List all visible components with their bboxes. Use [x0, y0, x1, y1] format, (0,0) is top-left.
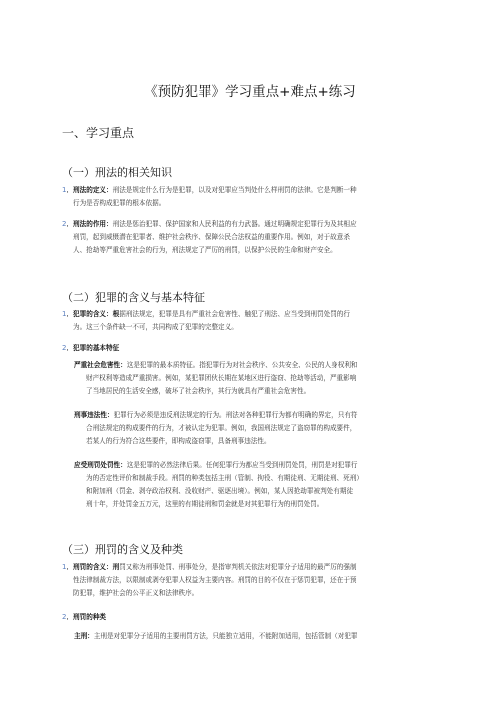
subsection-heading-crime-definition: （二）犯罪的含义与基本特征	[62, 291, 205, 304]
list-item	[62, 611, 462, 624]
subsection-heading-criminal-law: （一）刑法的相关知识	[62, 166, 172, 179]
feature-text: 若某人的行为符合这些要件，即构成盗窃罪，具备刑事违法性。	[86, 437, 271, 445]
feature-text: 财产权利等造成严重损害。例如，某犯罪团伙长期在某地区进行盗窃、抢劫等活动，严重影响	[86, 374, 357, 382]
item-number: 2	[62, 344, 67, 352]
feature-paragraph	[74, 359, 462, 398]
item-label: ．刑法的定义：	[66, 186, 113, 194]
item-text: 防犯罪，维护社会的公平正义和法律秩序。	[73, 589, 199, 597]
feature-label: 应受刑罚处罚性：	[74, 461, 127, 469]
item-text: 性法律制裁方法，以限制或剥夺犯罪人权益为主要内容。刑罚的目的不仅在于惩罚犯罪，还在于预	[73, 576, 357, 584]
item-lead-char: 根	[112, 310, 120, 318]
item-number: 2	[62, 613, 67, 621]
feature-paragraph	[74, 630, 462, 643]
feature-label: 严重社会危害性：	[74, 361, 127, 369]
item-text: 刑法是规定什么行为是犯罪，以及对犯罪应当判处什么样刑罚的法律。它是判断一种	[112, 186, 357, 194]
feature-paragraph	[74, 459, 462, 511]
item-text: 刑法是惩治犯罪、保护国家和人民利益的有力武器。通过明确规定犯罪行为及其相应	[112, 220, 357, 228]
feature-text: 了当地居民的生活安全感，破坏了社会秩序，其行为就具有严重社会危害性。	[86, 387, 311, 395]
list-item	[62, 184, 462, 210]
feature-label: 刑事违法性：	[74, 411, 114, 419]
feature-paragraph	[74, 409, 462, 448]
item-number: 1	[62, 186, 67, 194]
feature-text: 刑十年，并处罚金五万元，这里的有期徒刑和罚金就是对其犯罪行为的刑罚处罚。	[86, 500, 324, 508]
list-item	[62, 561, 462, 600]
feature-text: 为的否定性评价和制裁手段。刑罚的种类包括主刑（管制、拘役、有期徒刑、无期徒刑、死刑）	[86, 474, 363, 482]
section-heading-key-points: 一、学习重点	[62, 126, 135, 140]
item-number: 1	[62, 310, 67, 318]
list-item	[62, 218, 462, 257]
item-text: 据刑法规定，犯罪是具有严重社会危害性、触犯了刑法、应当受到刑罚处罚的行	[119, 310, 350, 318]
item-text: 刑罚，起到威慑潜在犯罪者、维护社会秩序、保障公民合法权益的重要作用。例如，对于故意杀	[73, 233, 350, 241]
feature-text: 这是犯罪的必然法律后果。任何犯罪行为都应当受到刑罚处罚，刑罚是对犯罪行	[126, 461, 358, 469]
item-text: 为。这三个条件缺一不可，共同构成了犯罪的完整定义。	[73, 323, 238, 331]
list-item	[62, 308, 462, 334]
item-text: 行为是否构成犯罪的根本依据。	[73, 199, 166, 207]
item-label: ．刑罚的种类	[66, 613, 107, 621]
item-text: 人、抢劫等严重危害社会的行为，刑法规定了严厉的刑罚，以保护公民的生命和财产安全。	[73, 246, 337, 254]
feature-text: 这是犯罪的最本质特征。指犯罪行为对社会秩序、公共安全、公民的人身权利和	[126, 361, 358, 369]
item-label: ．犯罪的含义：	[66, 310, 113, 318]
feature-text: 合刑法规定的构成要件的行为，才被认定为犯罪。例如，我国刑法规定了盗窃罪的构成要件，	[86, 424, 357, 432]
item-number: 2	[62, 220, 67, 228]
item-number: 1	[62, 563, 67, 571]
list-item	[62, 342, 462, 355]
item-text: 罚又称为刑事处罚、刑事处分，是指审判机关依法对犯罪分子适用的最严厉的强制	[119, 563, 357, 571]
feature-text: 主刑是对犯罪分子适用的主要刑罚方法，只能独立适用，不能附加适用，包括管制（对犯罪	[93, 632, 358, 640]
item-label: ．犯罪的基本特征	[66, 344, 120, 352]
item-label: ．刑罚的含义：	[66, 563, 113, 571]
item-lead-char: 刑	[112, 563, 120, 571]
feature-text: 犯罪行为必须是违反刑法规定的行为。刑法对各种犯罪行为都有明确的界定，只有符	[113, 411, 358, 419]
item-label: ．刑法的作用：	[66, 220, 113, 228]
feature-text: 和附加刑（罚金、剥夺政治权利、没收财产、驱逐出境）。例如，某人因抢劫罪被判处有期徒	[86, 487, 354, 495]
subsection-heading-punishment: （三）刑罚的含义及种类	[62, 543, 183, 556]
feature-label: 主刑：	[74, 632, 94, 640]
document-title: 《预防犯罪》学习重点+难点+练习	[144, 84, 356, 100]
